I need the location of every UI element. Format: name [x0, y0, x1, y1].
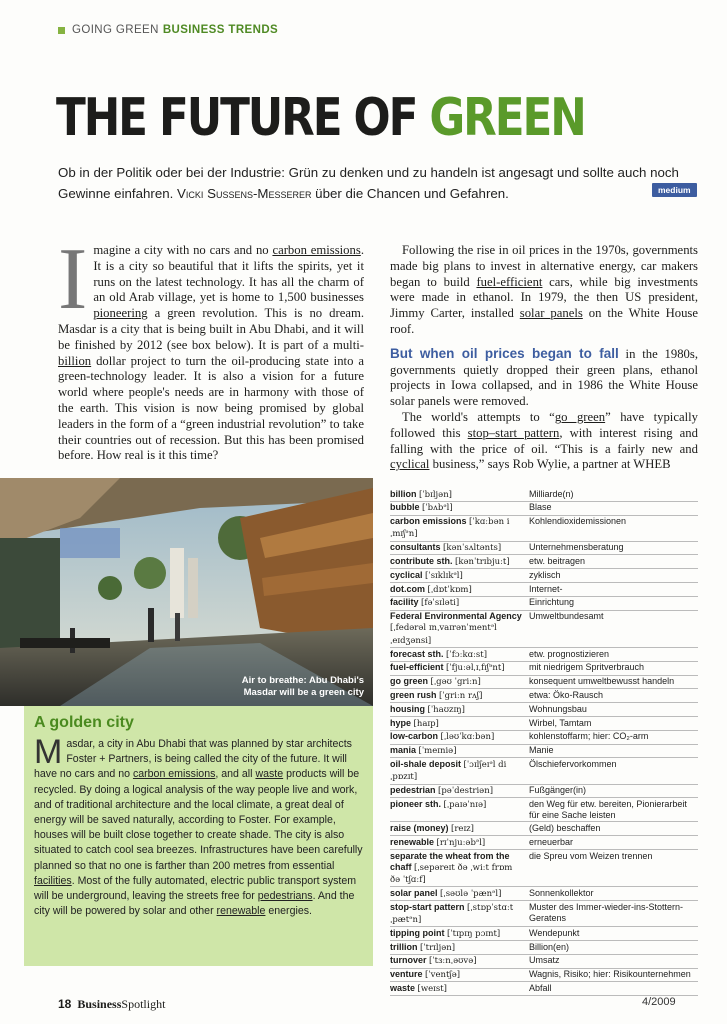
vocab-row	[390, 583, 698, 597]
vocab-phonetic: [ˈgriːn rʌʃ]	[439, 690, 483, 701]
vocab-translation: die Spreu vom Weizen trennen	[529, 850, 698, 887]
vocab-word: bubble	[390, 502, 420, 513]
text-run: cars, while big investments were made in ethanol. In 1979, the then US president, Jimmy Carter, installed	[390, 274, 698, 321]
vocab-translation: Umweltbundesamt	[529, 610, 698, 647]
vocab-term-cell	[390, 703, 529, 717]
vocab-term-cell	[390, 887, 529, 901]
vocab-phonetic: [ˈbɪljən]	[419, 489, 453, 500]
vocab-word: venture	[390, 969, 423, 980]
vocab-row	[390, 541, 698, 555]
vocab-word: trillion	[390, 941, 418, 952]
vocab-word: dot.com	[390, 583, 425, 594]
vocab-row	[390, 836, 698, 850]
text-run: on the White House roof.	[390, 306, 698, 336]
vocab-phonetic: [ˈfɔːkɑːst]	[446, 649, 488, 660]
vocab-phonetic: [kənˈsʌltənts]	[443, 543, 502, 554]
box-title: A golden city	[34, 714, 134, 731]
page-number: 18	[58, 997, 72, 1011]
vocab-word: carbon emissions	[390, 516, 467, 527]
vocab-word: hype	[390, 717, 412, 728]
text-run: Following the rise in oil prices in the 1970s, governments made big plans to invest in alternative energy, car makers began to build	[390, 243, 698, 289]
intro-text	[58, 162, 698, 204]
vocab-term-cell	[390, 501, 529, 515]
vocab-word: forecast sth.	[390, 648, 444, 659]
photo-caption	[242, 675, 364, 699]
vocab-term-cell	[390, 901, 529, 927]
vocab-row	[390, 758, 698, 784]
vocab-translation: Abfall	[529, 982, 698, 996]
vocab-translation: Fußgänger(in)	[529, 784, 698, 798]
box-body	[34, 733, 363, 919]
vocab-term-cell	[390, 596, 529, 610]
vocab-term-cell	[390, 836, 529, 850]
vocab-row	[390, 744, 698, 758]
vocab-row	[390, 954, 698, 968]
vocab-term-cell	[390, 648, 529, 662]
vocabulary-table	[390, 488, 698, 996]
vocab-translation: Blase	[529, 501, 698, 515]
vocab-translation: Einrichtung	[529, 596, 698, 610]
vocab-phonetic: [ˈbʌbᵊl]	[422, 503, 453, 514]
vocab-phonetic: [ˌfedərəl ɪnˌvaɪrənˈmentᵊl ˌeɪdʒənsi]	[390, 623, 497, 646]
vocab-translation: etw. prognostizieren	[529, 648, 698, 662]
vocab-translation: erneuerbar	[529, 836, 698, 850]
vocab-translation: Muster des Immer-wieder-ins-Stottern-Geratens	[529, 901, 698, 927]
vocab-word: renewable	[390, 836, 435, 847]
vocab-row	[390, 703, 698, 717]
vocab-phonetic: [rɪˈnjuːəbᵊl]	[436, 837, 486, 848]
vocab-term-cell	[390, 541, 529, 555]
vocab-term: facilities	[34, 874, 72, 887]
vocabulary-list	[390, 488, 698, 996]
section-prefix: GOING GREEN	[72, 24, 159, 36]
vocab-phonetic: [ˈsɪklɪkᵊl]	[425, 570, 463, 581]
text-run: . It is a city so beautiful that it lifts the spirits, yet it runs on the latest technology. It has all the charm of an old Arab village, yet is home to 1,500 businesses	[93, 243, 364, 305]
vocab-word: consultants	[390, 542, 441, 553]
vocab-row	[390, 515, 698, 541]
vocab-row	[390, 982, 698, 996]
vocab-word: facility	[390, 597, 419, 608]
vocab-term-cell	[390, 744, 529, 758]
vocab-phonetic: [ˌgəʊ ˈgriːn]	[430, 677, 481, 688]
vocab-row	[390, 850, 698, 887]
vocab-term-cell	[390, 730, 529, 744]
vocab-row	[390, 596, 698, 610]
vocab-word: contribute sth.	[390, 555, 453, 566]
vocab-row	[390, 661, 698, 675]
vocab-term-cell	[390, 927, 529, 941]
vocab-row	[390, 730, 698, 744]
headline	[56, 88, 585, 148]
vocab-term: pedestrians	[257, 890, 313, 903]
vocab-word: billion	[390, 488, 417, 499]
vocab-word: go green	[390, 676, 429, 687]
vocab-translation: Billion(en)	[529, 941, 698, 955]
vocab-row	[390, 968, 698, 982]
vocab-row	[390, 784, 698, 798]
vocab-term-cell	[390, 488, 529, 501]
city-illustration	[0, 478, 373, 706]
vocab-word: tipping point	[390, 927, 445, 938]
vocab-term-cell	[390, 822, 529, 836]
headline-part2: GREEN	[429, 88, 585, 148]
vocab-term: carbon emissions	[272, 243, 361, 257]
vocab-term-cell	[390, 798, 529, 822]
vocab-term-cell	[390, 941, 529, 955]
vocab-phonetic: [ˌstɒpˈstɑːt ˌpætᵊn]	[390, 902, 514, 925]
text-run: in the 1980s, governments quietly dropped their green plans, ethanol projects in Iowa collapsed, and in 1986 the White House solar panels were removed.	[390, 346, 698, 409]
vocabulary-rows	[390, 488, 698, 996]
vocab-term: billion	[58, 353, 92, 368]
vocab-translation: etwa: Öko-Rausch	[529, 689, 698, 703]
text-run: a green revolution. This is no dream. Masdar is a city that is being built in Abu Dhabi, and it will be finished by 2012 (see box below). It is part of a multi-	[58, 306, 364, 352]
text-run: . Most of the fully automated, electric public transport system will be underground, leaving the streets free for	[34, 874, 357, 903]
vocab-term: cyclical	[390, 457, 430, 472]
vocab-translation: Kohlendioxidemissionen	[529, 515, 698, 541]
vocab-phonetic: [weɪst]	[417, 983, 447, 994]
vocab-phonetic: [pəˈdestriən]	[438, 786, 494, 797]
intro-main: Ob in der Politik oder bei der Industrie: Grün zu denken und zu handeln ist angesagt und sollte auch noch Gewinne einfahren.	[58, 165, 679, 201]
caption-line: Masdar will be a green city	[243, 687, 364, 698]
text-run: . And the city will be powered by solar and other	[34, 890, 355, 918]
vocab-phonetic: [ˌdɒtˈkɒm]	[427, 584, 472, 595]
vocab-translation: Internet-	[529, 583, 698, 597]
masdar-photo	[0, 478, 373, 706]
vocab-row	[390, 675, 698, 689]
text-run: , with interest rising and falling with the price of oil. “This is a fairly new and	[390, 425, 698, 456]
vocab-phonetic: [ˈtɪpɪŋ pɔɪnt]	[447, 928, 501, 939]
vocab-row	[390, 648, 698, 662]
text-run: The world's attempts to “	[402, 409, 555, 424]
vocab-phonetic: [ˈkɑːbən iˌmɪʃᵊn]	[390, 517, 510, 540]
vocab-term-cell	[390, 583, 529, 597]
vocab-translation: Wirbel, Tamtam	[529, 717, 698, 731]
vocab-phonetic: [haɪp]	[413, 718, 439, 729]
headline-part1: THE FUTURE OF	[56, 88, 430, 148]
intro-tail: über die Chancen und Gefahren.	[311, 186, 509, 201]
level-badge: medium	[652, 183, 697, 197]
vocab-row	[390, 555, 698, 569]
issue-date: 4/2009	[642, 996, 676, 1008]
vocab-phonetic: [reɪz]	[451, 823, 474, 834]
vocab-term-cell	[390, 954, 529, 968]
text-run: asdar, a city in Abu Dhabi that was planned by star architects Foster + Partners, is being called the city of the future. It will have no cars and no	[34, 738, 352, 781]
vocab-row	[390, 822, 698, 836]
vocab-term-cell	[390, 717, 529, 731]
box-dropcap: M	[34, 733, 63, 771]
vocab-translation: Manie	[529, 744, 698, 758]
vocab-word: low-carbon	[390, 731, 439, 742]
vocab-translation: Unternehmensberatung	[529, 541, 698, 555]
text-run: dollar project to turn the oil-producing state into a green-technology leader. It is also a vision for a future world where people's needs are in harmony with those of the earth. This vision is now being promised by global leaders in the form of a “green industrial revolution” to take their countries out of recession. But this has been promised before. How real is it this time?	[58, 353, 364, 463]
vocab-word: fuel-efficient	[390, 662, 444, 673]
square-bullet-icon	[58, 27, 65, 34]
vocab-translation: Ölschiefervorkommen	[529, 758, 698, 784]
vocab-term-cell	[390, 569, 529, 583]
vocab-translation: Wendepunkt	[529, 927, 698, 941]
vocab-row	[390, 901, 698, 927]
vocab-translation: konsequent umweltbewusst handeln	[529, 675, 698, 689]
vocab-translation: etw. beitragen	[529, 555, 698, 569]
vocab-phonetic: [ˈventʃə]	[425, 970, 461, 981]
vocab-translation: Sonnenkollektor	[529, 887, 698, 901]
right-paragraph-2	[390, 346, 698, 410]
vocab-term-cell	[390, 850, 529, 887]
publication-bold: Business	[77, 997, 122, 1011]
vocab-word: waste	[390, 982, 416, 993]
subhead: But when oil prices began to fall	[390, 345, 619, 361]
vocab-term-cell	[390, 784, 529, 798]
vocab-word: housing	[390, 703, 425, 714]
vocab-word: Federal Environmental Agency	[390, 611, 522, 622]
vocab-phonetic: [ˈtɜːnˌəʊvə]	[429, 956, 477, 967]
vocab-row	[390, 798, 698, 822]
vocab-row	[390, 488, 698, 501]
vocab-word: raise (money)	[390, 822, 449, 833]
vocab-phonetic: [kənˈtrɪbjuːt]	[455, 556, 510, 567]
vocab-row	[390, 689, 698, 703]
text-run: products will be recycled. By doing a logical analysis of the way people live and work, and of traditional architecture and the local climate, a great deal of energy will be saved naturally, according to Foster. For example, houses will be built close together to create shade. The city is also situated to catch cool sea breezes. Infrastructures have been carefully planned so that no one is farther than 200 metres from essential	[34, 768, 363, 872]
vocab-term: fuel-efficient	[476, 274, 543, 289]
vocab-word: turnover	[390, 955, 427, 966]
vocab-phonetic: [ˈfjuːəlˌɪˌfɪʃᵊnt]	[446, 663, 505, 674]
author-name: Vicki Sussens-Messerer	[177, 186, 312, 201]
footer-left	[58, 997, 165, 1012]
text-run: business,” says Rob Wylie, a partner at WHEB	[429, 457, 671, 472]
vocab-phonetic: [fəˈsɪləti]	[421, 598, 460, 609]
vocab-term-cell	[390, 968, 529, 982]
vocab-row	[390, 927, 698, 941]
vocab-row	[390, 569, 698, 583]
vocab-term: go green	[554, 409, 606, 424]
section-tag	[58, 24, 278, 36]
vocab-term-cell	[390, 610, 529, 647]
vocab-row	[390, 887, 698, 901]
right-paragraph-3	[390, 410, 698, 473]
right-paragraph-1	[390, 243, 698, 338]
vocab-word: pedestrian	[390, 785, 436, 796]
vocab-word: pioneer sth.	[390, 798, 442, 809]
vocab-row	[390, 941, 698, 955]
article-right-column	[390, 243, 698, 473]
vocab-row	[390, 717, 698, 731]
vocab-term: solar panels	[519, 306, 583, 321]
dropcap: I	[58, 231, 88, 328]
text-run: energies.	[265, 905, 312, 918]
vocab-translation: kohlenstoffarm; hier: CO₂-arm	[529, 730, 698, 744]
vocab-translation: mit niedrigem Spritverbrauch	[529, 661, 698, 675]
vocab-translation: zyklisch	[529, 569, 698, 583]
vocab-phonetic: [ˈtrɪljən]	[420, 942, 456, 953]
vocab-translation: (Geld) beschaffen	[529, 822, 698, 836]
vocab-translation: Wagnis, Risiko; hier: Risikounternehmen	[529, 968, 698, 982]
vocab-phonetic: [ˈmeɪniə]	[418, 746, 457, 757]
vocab-row	[390, 501, 698, 515]
vocab-term-cell	[390, 515, 529, 541]
vocab-word: separate the wheat from the chaff	[390, 850, 510, 872]
vocab-term: waste	[255, 768, 284, 781]
vocab-term: stop–start pattern	[467, 425, 560, 440]
vocab-word: green rush	[390, 689, 437, 700]
caption-line: Air to breathe: Abu Dhabi's	[241, 675, 364, 686]
text-run: , and all	[215, 768, 256, 781]
vocab-row	[390, 610, 698, 647]
info-box	[24, 706, 373, 966]
vocab-phonetic: [ˈhaʊzɪŋ]	[427, 704, 465, 715]
vocab-term-cell	[390, 661, 529, 675]
vocab-word: stop-start pattern	[390, 901, 465, 912]
vocab-phonetic: [ˌpaɪəˈnɪə]	[443, 799, 487, 810]
vocab-term-cell	[390, 675, 529, 689]
vocab-word: cyclical	[390, 569, 423, 580]
vocab-phonetic: [ˌsepəreɪt ðə ˌwiːt frɒm ðə ˈtʃɑːf]	[390, 862, 513, 886]
article-left-column	[58, 231, 364, 464]
section-bold: BUSINESS TRENDS	[162, 24, 279, 36]
vocab-term-cell	[390, 758, 529, 784]
vocab-word: oil-shale deposit	[390, 758, 462, 769]
vocab-term: renewable	[216, 905, 266, 918]
vocab-translation: Milliarde(n)	[529, 488, 698, 501]
vocab-word: solar panel	[390, 887, 438, 898]
left-paragraph	[58, 231, 364, 464]
text-run: ” have typically followed this	[390, 409, 698, 440]
vocab-term: carbon emissions	[132, 768, 216, 781]
vocab-term-cell	[390, 689, 529, 703]
vocab-term: pioneering	[93, 306, 148, 321]
vocab-term-cell	[390, 555, 529, 569]
vocab-phonetic: [ˌləʊˈkɑːbən]	[440, 732, 495, 743]
publication-regular: Spotlight	[121, 997, 166, 1011]
vocab-translation: den Weg für etw. bereiten, Pionierarbeit für eine Sache leisten	[529, 798, 698, 822]
vocab-phonetic: [ˈɔɪlʃeɪᵊl diˌpɒzɪt]	[390, 759, 507, 783]
vocab-word: mania	[390, 745, 417, 756]
vocab-term-cell	[390, 982, 529, 996]
text-run: magine a city with no cars and no	[93, 243, 273, 257]
vocab-translation: Wohnungsbau	[529, 703, 698, 717]
vocab-phonetic: [ˌsəʊlə ˈpænᵊl]	[440, 888, 502, 899]
vocab-translation: Umsatz	[529, 954, 698, 968]
